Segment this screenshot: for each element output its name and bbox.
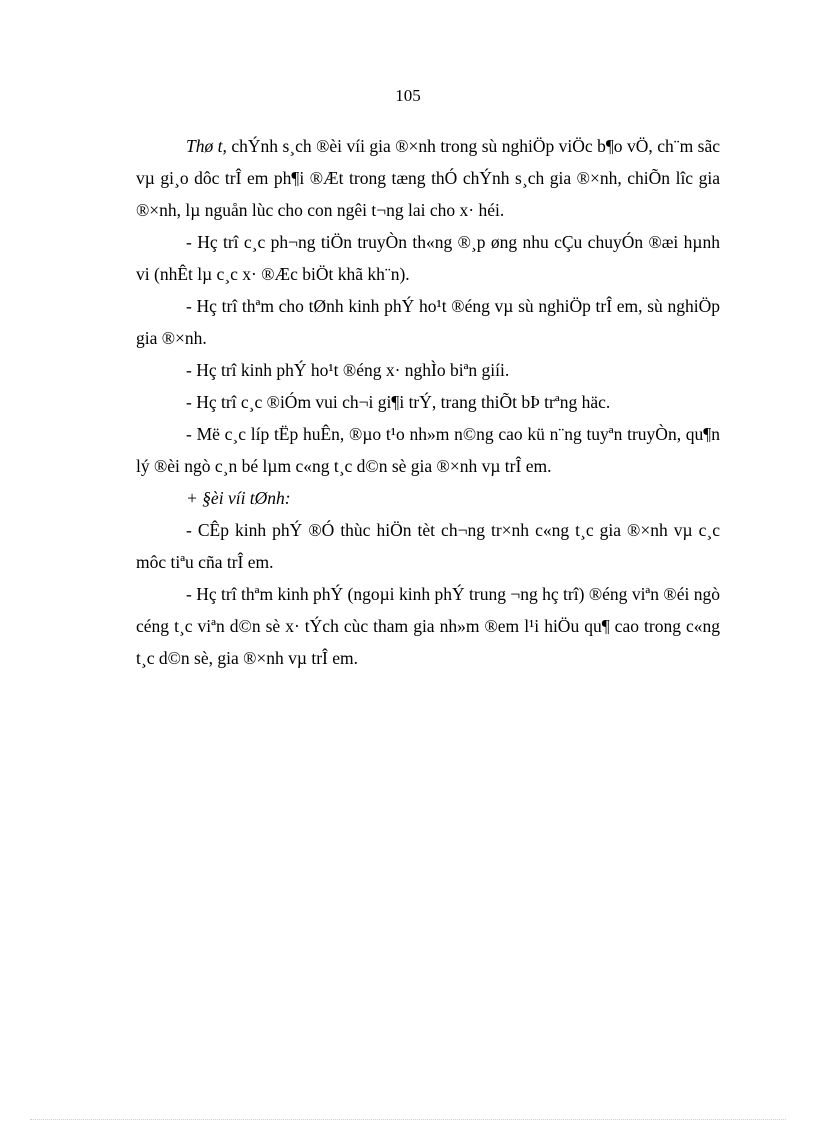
paragraph-lead: Thø t, <box>186 136 227 156</box>
paragraph <box>136 418 720 482</box>
paragraph-text: - Hç trî thªm cho tØnh kinh phÝ ho¹t ®éng vµ sù nghiÖp trÎ em, sù nghiÖp gia ®×nh. <box>136 296 720 348</box>
section-heading <box>136 482 720 514</box>
heading-text: + §èi víi tØnh: <box>186 488 291 508</box>
document-body <box>136 130 720 674</box>
paragraph <box>136 578 720 674</box>
paragraph-text: - Hç trî c¸c ph¬ng tiÖn truyÒn th«ng ®¸p øng nhu cÇu chuyÓn ®æi hµnh vi (nhÊt lµ c¸c x· ®Æc biÖt khã kh¨n). <box>136 232 720 284</box>
paragraph-text: - CÊp kinh phÝ ®Ó thùc hiÖn tèt ch¬ng tr×nh c«ng t¸c gia ®×nh vµ c¸c môc tiªu cña trÎ em. <box>136 520 720 572</box>
paragraph <box>136 226 720 290</box>
paragraph-text: - Hç trî kinh phÝ ho¹t ®éng x· nghÌo biªn giíi. <box>186 360 510 380</box>
footer-divider <box>30 1119 786 1120</box>
paragraph-text: - Hç trî thªm kinh phÝ (ngoµi kinh phÝ trung ¬ng hç trî) ®éng viªn ®éi ngò céng t¸c viªn d©n sè x· tÝch cùc tham gia nh»m ®em l¹i hiÖu qu¶ cao trong c«ng t¸c d©n sè, gia ®×nh vµ trÎ em. <box>136 584 720 668</box>
paragraph <box>136 290 720 354</box>
paragraph-text: chÝnh s¸ch ®èi víi gia ®×nh trong sù nghiÖp viÖc b¶o vÖ, ch¨m sãc vµ gi¸o dôc trÎ em ph¶i ®Æt trong tæng thÓ chÝnh s¸ch gia ®×nh, chiÕn lîc gia ®×nh, lµ nguån lùc cho con ngêi t¬ng lai cho x· héi. <box>136 136 720 220</box>
paragraph <box>136 514 720 578</box>
paragraph <box>136 130 720 226</box>
paragraph <box>136 354 720 386</box>
page-number: 105 <box>395 86 421 105</box>
paragraph-text: - Më c¸c líp tËp huÊn, ®µo t¹o nh»m n©ng cao kü n¨ng tuyªn truyÒn, qu¶n lý ®èi ngò c¸n bé lµm c«ng t¸c d©n sè gia ®×nh vµ trÎ em. <box>136 424 720 476</box>
paragraph-text: - Hç trî c¸c ®iÓm vui ch¬i gi¶i trÝ, trang thiÕt bÞ trªng häc. <box>186 392 611 412</box>
paragraph <box>136 386 720 418</box>
